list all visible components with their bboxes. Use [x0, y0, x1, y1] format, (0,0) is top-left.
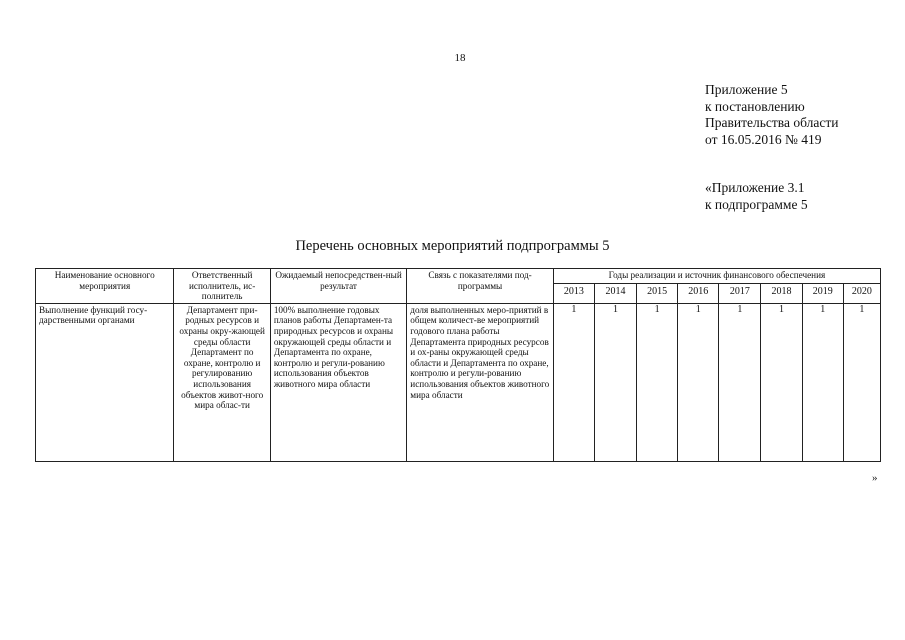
document-title: Перечень основных мероприятий подпрограммы 5: [295, 238, 610, 254]
cell-expected-result: 100% выполнение годовых планов работы Департамен-та природных ресурсов и охраны окружающей среды области и Департамента по охране, контролю и регули-рованию использования объектов животного мира области: [270, 303, 406, 461]
cell-value-2015: 1: [637, 303, 678, 461]
year-header-2017: 2017: [719, 284, 761, 304]
cell-value-2019: 1: [802, 303, 843, 461]
year-header-2020: 2020: [843, 284, 880, 304]
cell-value-2013: 1: [553, 303, 594, 461]
year-header-2014: 2014: [594, 284, 636, 304]
cell-value-2018: 1: [761, 303, 802, 461]
appendix-block: [705, 82, 838, 148]
activities-table: [35, 268, 881, 462]
appendix-line-3: Правительства области: [705, 115, 839, 130]
appendix-line-4: от 16.05.2016 № 419: [705, 131, 822, 147]
subprogram-appendix-block: [705, 180, 808, 213]
subprogram-appendix-line-1: «Приложение 3.1: [705, 180, 805, 195]
year-header-2015: 2015: [637, 284, 678, 304]
page-number: 18: [454, 52, 466, 64]
closing-quote: »: [872, 472, 878, 484]
cell-value-2016: 1: [678, 303, 719, 461]
cell-activity-name: Выполнение функций госу-дарственными органами: [36, 303, 174, 461]
cell-indicators-link: доля выполненных меро-приятий в общем количест-ве мероприятий годового плана работы Департамента природных ресурсов и ох-раны окружающей среды области и Департамента по охране, контролю и регули-рованию использования объектов животного мира области: [407, 303, 554, 461]
cell-value-2014: 1: [594, 303, 636, 461]
header-expected-result: Ожидаемый непосредствен-ный результат: [270, 269, 406, 304]
appendix-line-2: к постановлению: [705, 98, 805, 114]
year-header-2018: 2018: [761, 284, 802, 304]
header-executor: Ответственный исполнитель, ис-полнитель: [174, 269, 270, 304]
subprogram-appendix-line-2: к подпрограмме 5: [705, 196, 808, 212]
cell-executor: Департамент при-родных ресурсов и охраны окру-жающей среды области Департамент по охране, контролю и регулированию использования объектов живот-ного мира облас-ти: [174, 303, 270, 461]
header-years-group: Годы реализации и источник финансового обеспечения: [553, 269, 880, 284]
table-header-row: [36, 269, 881, 284]
appendix-line-1: Приложение 5: [705, 82, 788, 97]
year-header-2019: 2019: [802, 284, 843, 304]
year-header-2016: 2016: [678, 284, 719, 304]
year-header-2013: 2013: [553, 284, 594, 304]
table-row: [36, 303, 881, 461]
header-indicators-link: Связь с показателями под-программы: [407, 269, 554, 304]
header-activity-name: Наименование основного мероприятия: [36, 269, 174, 304]
cell-value-2020: 1: [843, 303, 880, 461]
cell-value-2017: 1: [719, 303, 761, 461]
